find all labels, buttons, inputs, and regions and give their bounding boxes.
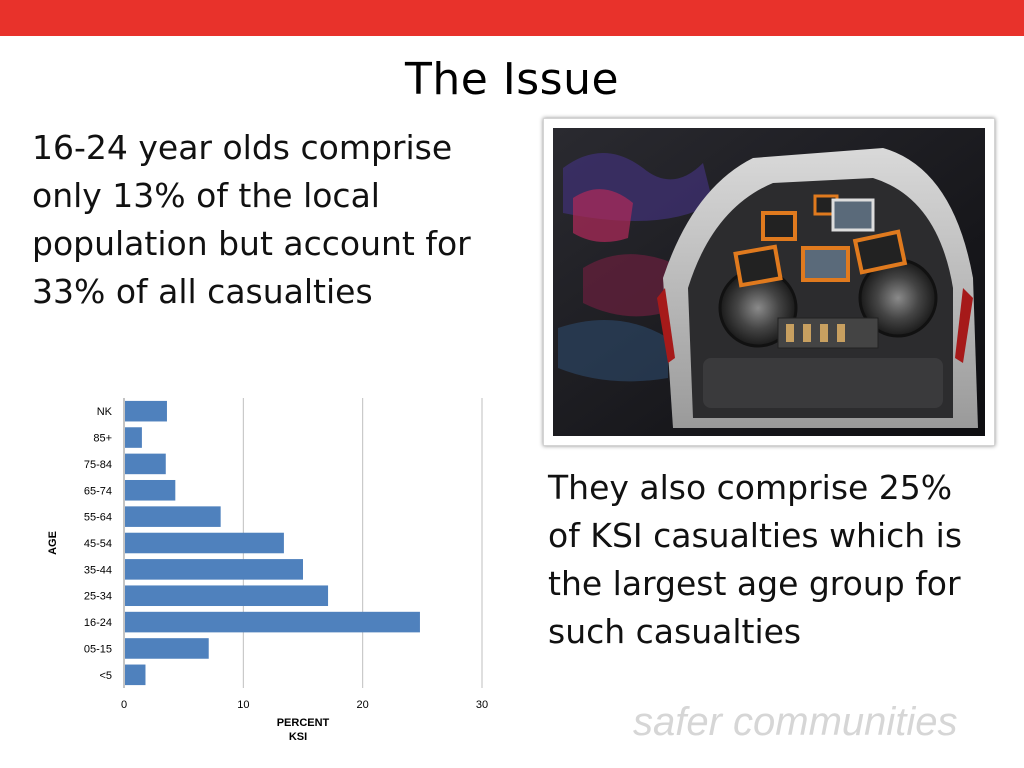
bar-NK <box>125 401 167 422</box>
ksi-statement: They also comprise 25% of KSI casualties which is the largest age group for such casualties <box>548 468 963 651</box>
bar-75-84 <box>125 454 166 475</box>
category-label: 75-84 <box>83 458 112 471</box>
category-label: 55-64 <box>83 511 112 524</box>
category-label: 35-44 <box>83 564 112 577</box>
top-accent-bar <box>0 0 1024 36</box>
bar-65-74 <box>125 480 175 501</box>
car-trunk-illustration <box>553 128 985 436</box>
bar-45-54 <box>125 533 284 554</box>
chart-category-labels <box>84 406 113 682</box>
slide-title: The Issue <box>404 54 620 105</box>
category-label: 85+ <box>93 432 112 445</box>
category-label: 16-24 <box>83 617 112 630</box>
category-label: 25-34 <box>83 590 112 603</box>
category-label: <5 <box>99 669 112 682</box>
x-tick-label: 30 <box>475 699 489 711</box>
bar-16-24 <box>125 612 420 633</box>
chart-bars <box>125 401 420 685</box>
car-photo-frame <box>543 118 995 446</box>
x-axis-subtitle: KSI <box>288 731 308 743</box>
y-axis-title: AGE <box>47 531 59 555</box>
population-statement: 16-24 year olds comprise only 13% of the local population but account for 33% of all casualties <box>32 128 471 311</box>
x-tick-label: 0 <box>120 699 128 711</box>
bar-25-34 <box>125 585 328 606</box>
bar-35-44 <box>125 559 303 580</box>
bar-<5 <box>125 665 145 686</box>
category-label: 65-74 <box>83 485 112 498</box>
bar-55-64 <box>125 506 221 527</box>
x-tick-label: 20 <box>356 699 369 711</box>
bar-05-15 <box>125 638 209 659</box>
car-audio-photo <box>553 128 985 436</box>
chart-x-tick-labels <box>121 699 488 711</box>
category-label: 05-15 <box>83 643 112 656</box>
ksi-age-bar-chart <box>30 392 510 752</box>
bar-85+ <box>125 427 142 448</box>
category-label: 45-54 <box>83 538 112 550</box>
x-axis-title: PERCENT <box>276 717 330 729</box>
x-tick-label: 10 <box>237 699 250 711</box>
category-label: NK <box>96 406 112 419</box>
safer-communities-watermark: safer communities <box>633 700 958 744</box>
